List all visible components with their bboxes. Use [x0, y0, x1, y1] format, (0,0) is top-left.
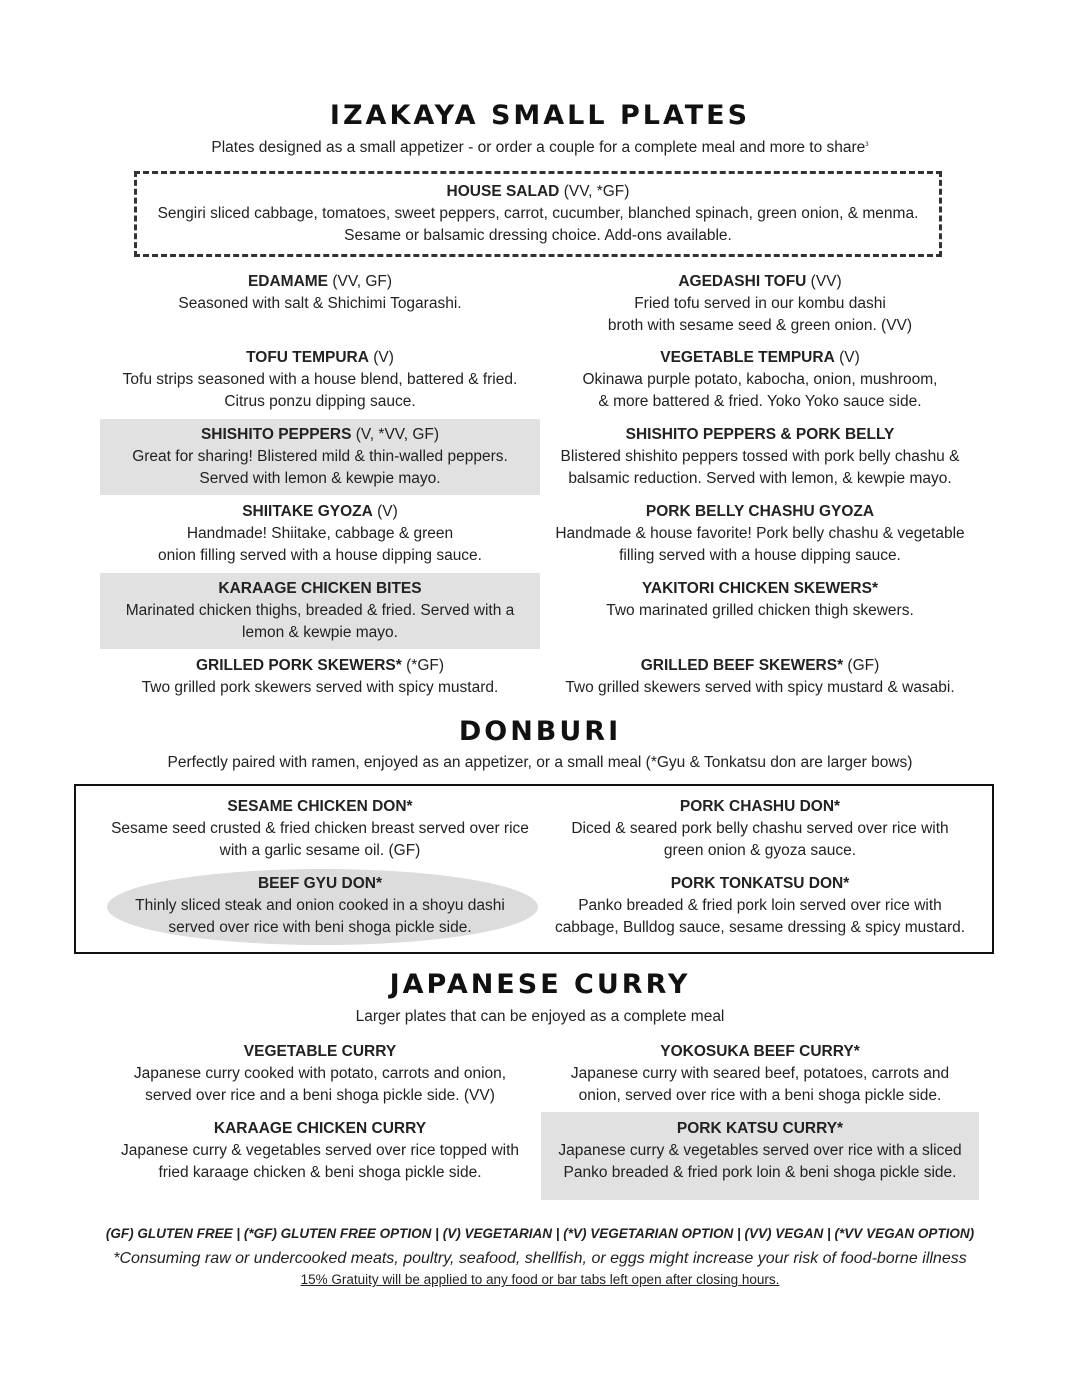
- donburi-subtitle: Perfectly paired with ramen, enjoyed as an appetizer, or a small meal (*Gyu & Tonkatsu don are larger bows): [167, 754, 913, 771]
- menu-item-vegetable-curry[interactable]: [100, 1041, 540, 1107]
- item-description: Seasoned with salt & Shichimi Togarashi.: [178, 295, 462, 312]
- item-name: PORK BELLY CHASHU GYOZA: [645, 503, 875, 520]
- item-name: GRILLED BEEF SKEWERS*: [640, 657, 844, 674]
- item-description: Thinly sliced steak and onion cooked in a shoyu dashi: [135, 897, 505, 914]
- menu-item-pork-belly-gyoza[interactable]: [540, 501, 980, 567]
- item-description: onion, served over rice with a beni shoga pickle side.: [578, 1087, 942, 1104]
- item-tag: (V): [377, 503, 398, 520]
- item-name: KARAAGE CHICKEN CURRY: [213, 1120, 427, 1137]
- item-name: VEGETABLE CURRY: [243, 1043, 397, 1060]
- item-description: served over rice and a beni shoga pickle side. (VV): [145, 1087, 495, 1104]
- item-name: VEGETABLE TEMPURA: [660, 349, 835, 366]
- item-name: HOUSE SALAD: [446, 183, 560, 200]
- menu-item-shishito-pork-belly[interactable]: [540, 424, 980, 490]
- item-description: Japanese curry with seared beef, potatoes, carrots and: [570, 1065, 950, 1082]
- item-name: SESAME CHICKEN DON*: [227, 798, 413, 815]
- item-description: Two grilled skewers served with spicy mustard & wasabi.: [565, 679, 955, 696]
- item-description: Fried tofu served in our kombu dashi: [634, 295, 886, 312]
- menu-item-pork-tonkatsu-don[interactable]: [540, 873, 980, 939]
- menu-item-karaage-bites[interactable]: [100, 573, 540, 649]
- item-description: Sengiri sliced cabbage, tomatoes, sweet peppers, carrot, cucumber, blanched spinach, green onion, & menma.: [157, 205, 919, 222]
- item-name: BEEF GYU DON*: [257, 875, 382, 892]
- menu-item-edamame[interactable]: [100, 271, 540, 315]
- item-description: cabbage, Bulldog sauce, sesame dressing & spicy mustard.: [554, 919, 966, 936]
- item-tag: (VV, GF): [332, 273, 393, 290]
- menu-item-karaage-curry[interactable]: [100, 1118, 540, 1184]
- item-name: YOKOSUKA BEEF CURRY*: [660, 1043, 860, 1060]
- item-tag: (V): [373, 349, 394, 366]
- item-name: SHISHITO PEPPERS: [200, 426, 352, 443]
- item-description: Two marinated grilled chicken thigh skewers.: [606, 602, 914, 619]
- menu-item-beef-gyu-don[interactable]: [100, 873, 540, 939]
- item-description: Sesame or balsamic dressing choice. Add-ons available.: [344, 227, 732, 244]
- curry-subtitle: Larger plates that can be enjoyed as a complete meal: [355, 1008, 725, 1025]
- item-tag: (*GF): [406, 657, 445, 674]
- small-plates-subtitle: Plates designed as a small appetizer - or order a couple for a complete meal and more to share$^3$: [211, 139, 869, 156]
- food-safety-warning: *Consuming raw or undercooked meats, poultry, seafood, shellfish, or eggs might increase your risk of food-borne illness: [113, 1250, 967, 1267]
- item-description: Panko breaded & fried pork loin & beni shoga pickle side.: [563, 1164, 957, 1181]
- item-description: Panko breaded & fried pork loin served over rice with: [578, 897, 942, 914]
- item-description: Handmade & house favorite! Pork belly chashu & vegetable: [555, 525, 965, 542]
- item-description: filling served with a house dipping sauce.: [619, 547, 901, 564]
- menu-item-shishito-peppers[interactable]: [100, 419, 540, 495]
- item-name: EDAMAME: [247, 273, 329, 290]
- item-description: Japanese curry & vegetables served over rice topped with: [120, 1142, 520, 1159]
- menu-item-yokosuka-beef-curry[interactable]: [540, 1041, 980, 1107]
- item-tag: (GF): [847, 657, 880, 674]
- menu-item-house-salad[interactable]: [134, 181, 942, 247]
- item-description: broth with sesame seed & green onion. (VV): [607, 317, 913, 334]
- item-description: Two grilled pork skewers served with spicy mustard.: [141, 679, 499, 696]
- item-description: Blistered shishito peppers tossed with pork belly chashu &: [560, 448, 960, 465]
- item-name: TOFU TEMPURA: [246, 349, 369, 366]
- item-tag: (VV): [810, 273, 842, 290]
- gratuity-note: 15% Gratuity will be applied to any food or bar tabs left open after closing hours.: [300, 1272, 780, 1287]
- item-name: AGEDASHI TOFU: [678, 273, 807, 290]
- item-description: Marinated chicken thighs, breaded & fried. Served with a: [125, 602, 515, 619]
- donburi-title: DONBURI: [458, 716, 622, 747]
- item-name: GRILLED PORK SKEWERS*: [195, 657, 402, 674]
- menu-item-pork-katsu-curry[interactable]: [541, 1112, 979, 1200]
- item-name: PORK KATSU CURRY*: [676, 1120, 844, 1137]
- small-plates-title: IZAKAYA SMALL PLATES: [329, 100, 751, 131]
- item-name: PORK CHASHU DON*: [679, 798, 841, 815]
- item-tag: (VV, *GF): [563, 183, 630, 200]
- menu-item-shiitake-gyoza[interactable]: [100, 501, 540, 567]
- item-description: Okinawa purple potato, kabocha, onion, mushroom,: [582, 371, 938, 388]
- item-name: PORK TONKATSU DON*: [670, 875, 850, 892]
- item-description: green onion & gyoza sauce.: [663, 842, 857, 859]
- menu-item-pork-chashu-don[interactable]: [540, 796, 980, 862]
- item-description: Diced & seared pork belly chashu served over rice with: [571, 820, 949, 837]
- item-tag: (V, *VV, GF): [355, 426, 440, 443]
- dietary-legend: (GF) GLUTEN FREE | (*GF) GLUTEN FREE OPTION | (V) VEGETARIAN | (*V) VEGETARIAN OPTION | (VV) VEGAN | (*VV VEGAN OPTION): [105, 1226, 975, 1241]
- item-description: Tofu strips seasoned with a house blend, battered & fried.: [122, 371, 518, 388]
- item-description: lemon & kewpie mayo.: [242, 624, 398, 641]
- item-description: Handmade! Shiitake, cabbage & green: [186, 525, 454, 542]
- item-description: with a garlic sesame oil. (GF): [219, 842, 421, 859]
- item-name: SHISHITO PEPPERS & PORK BELLY: [625, 426, 895, 443]
- item-description: fried karaage chicken & beni shoga pickle side.: [158, 1164, 482, 1181]
- menu-item-vegetable-tempura[interactable]: [540, 347, 980, 413]
- menu-item-agedashi-tofu[interactable]: [540, 271, 980, 337]
- menu-item-yakitori-skewers[interactable]: [540, 578, 980, 622]
- item-description: Served with lemon & kewpie mayo.: [199, 470, 441, 487]
- item-name: YAKITORI CHICKEN SKEWERS*: [642, 580, 878, 597]
- item-name: KARAAGE CHICKEN BITES: [218, 580, 422, 597]
- item-description: Citrus ponzu dipping sauce.: [224, 393, 416, 410]
- item-tag: (V): [839, 349, 860, 366]
- menu-item-tofu-tempura[interactable]: [100, 347, 540, 413]
- curry-title: JAPANESE CURRY: [389, 969, 691, 1000]
- item-description: Japanese curry cooked with potato, carrots and onion,: [133, 1065, 507, 1082]
- menu-item-beef-skewers[interactable]: [540, 655, 980, 699]
- item-description: onion filling served with a house dipping sauce.: [158, 547, 482, 564]
- item-name: SHIITAKE GYOZA: [242, 503, 373, 520]
- item-description: Sesame seed crusted & fried chicken breast served over rice: [111, 820, 529, 837]
- item-description: served over rice with beni shoga pickle side.: [168, 919, 472, 936]
- item-description: balsamic reduction. Served with lemon, & kewpie mayo.: [568, 470, 952, 487]
- item-description: & more battered & fried. Yoko Yoko sauce side.: [598, 393, 922, 410]
- item-description: Great for sharing! Blistered mild & thin-walled peppers.: [132, 448, 508, 465]
- item-description: Japanese curry & vegetables served over rice with a sliced: [558, 1142, 962, 1159]
- menu-item-sesame-chicken-don[interactable]: [100, 796, 540, 862]
- menu-item-pork-skewers[interactable]: [100, 655, 540, 699]
